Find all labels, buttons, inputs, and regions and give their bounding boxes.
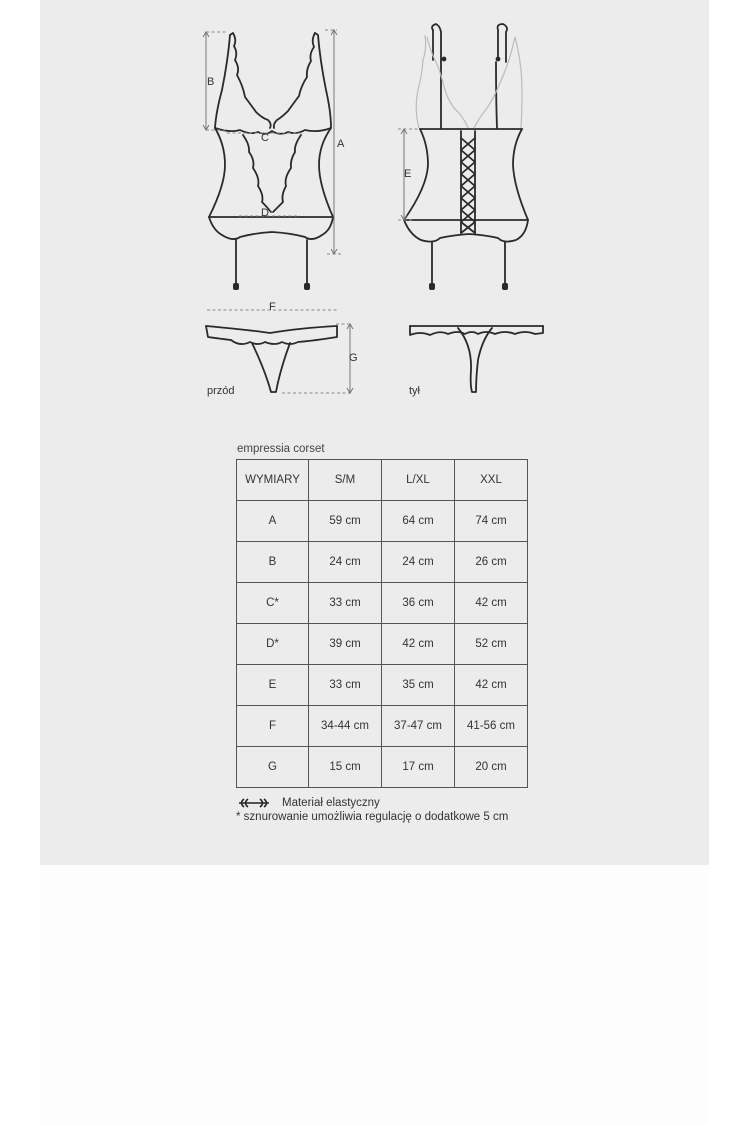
label-g: G xyxy=(349,352,358,364)
back-thong xyxy=(410,326,543,392)
label-a-b: B xyxy=(207,76,215,88)
table-cell: 20 cm xyxy=(455,747,528,788)
table-cell: 42 cm xyxy=(382,624,455,665)
table-cell: F xyxy=(237,706,309,747)
label-a: A xyxy=(337,138,345,150)
table-cell: 17 cm xyxy=(382,747,455,788)
table-cell: 34-44 cm xyxy=(309,706,382,747)
table-cell: B xyxy=(237,542,309,583)
label-e: E xyxy=(404,168,412,180)
table-cell: 33 cm xyxy=(309,583,382,624)
table-cell: 37-47 cm xyxy=(382,706,455,747)
front-thong xyxy=(206,326,337,392)
table-row xyxy=(237,706,528,747)
table-row xyxy=(237,747,528,788)
table-cell: 24 cm xyxy=(382,542,455,583)
header-cell: S/M xyxy=(309,460,382,501)
header-cell: WYMIARY xyxy=(237,460,309,501)
table-row xyxy=(237,665,528,706)
product-name: empressia corset xyxy=(237,443,325,455)
label-c: C xyxy=(261,132,269,144)
label-d: D xyxy=(261,207,269,219)
table-cell: E xyxy=(237,665,309,706)
table-cell: 64 cm xyxy=(382,501,455,542)
table-cell: 59 cm xyxy=(309,501,382,542)
label-front: przód xyxy=(207,385,235,397)
table-cell: 39 cm xyxy=(309,624,382,665)
header-cell: XXL xyxy=(455,460,528,501)
label-f: F xyxy=(269,301,276,313)
header-cell: L/XL xyxy=(382,460,455,501)
table-cell: D* xyxy=(237,624,309,665)
garter-clips xyxy=(233,283,508,290)
table-header-row xyxy=(237,460,528,501)
table-cell: 24 cm xyxy=(309,542,382,583)
table-cell: 33 cm xyxy=(309,665,382,706)
table-cell: 35 cm xyxy=(382,665,455,706)
legend-elastic-text: Materiał elastyczny xyxy=(282,797,380,809)
elastic-arrow-icon xyxy=(236,798,272,808)
legend-elastic xyxy=(236,796,508,810)
legend xyxy=(236,796,508,824)
table-cell: G xyxy=(237,747,309,788)
table-cell: A xyxy=(237,501,309,542)
size-table xyxy=(236,459,528,788)
table-cell: 42 cm xyxy=(455,665,528,706)
table-row xyxy=(237,583,528,624)
table-cell: 36 cm xyxy=(382,583,455,624)
table-cell: 52 cm xyxy=(455,624,528,665)
measure-lines xyxy=(206,30,420,393)
front-corset xyxy=(209,33,333,285)
table-row xyxy=(237,624,528,665)
legend-note-text: * sznurowanie umożliwia regulację o dodatkowe 5 cm xyxy=(236,811,509,823)
table-cell: 41-56 cm xyxy=(455,706,528,747)
table-cell: 15 cm xyxy=(309,747,382,788)
measure-arrows xyxy=(203,30,407,393)
table-cell: 26 cm xyxy=(455,542,528,583)
label-back: tył xyxy=(409,385,420,397)
table-row xyxy=(237,542,528,583)
table-cell: 42 cm xyxy=(455,583,528,624)
table-row xyxy=(237,501,528,542)
table-cell: 74 cm xyxy=(455,501,528,542)
legend-note xyxy=(236,810,508,824)
table-cell: C* xyxy=(237,583,309,624)
